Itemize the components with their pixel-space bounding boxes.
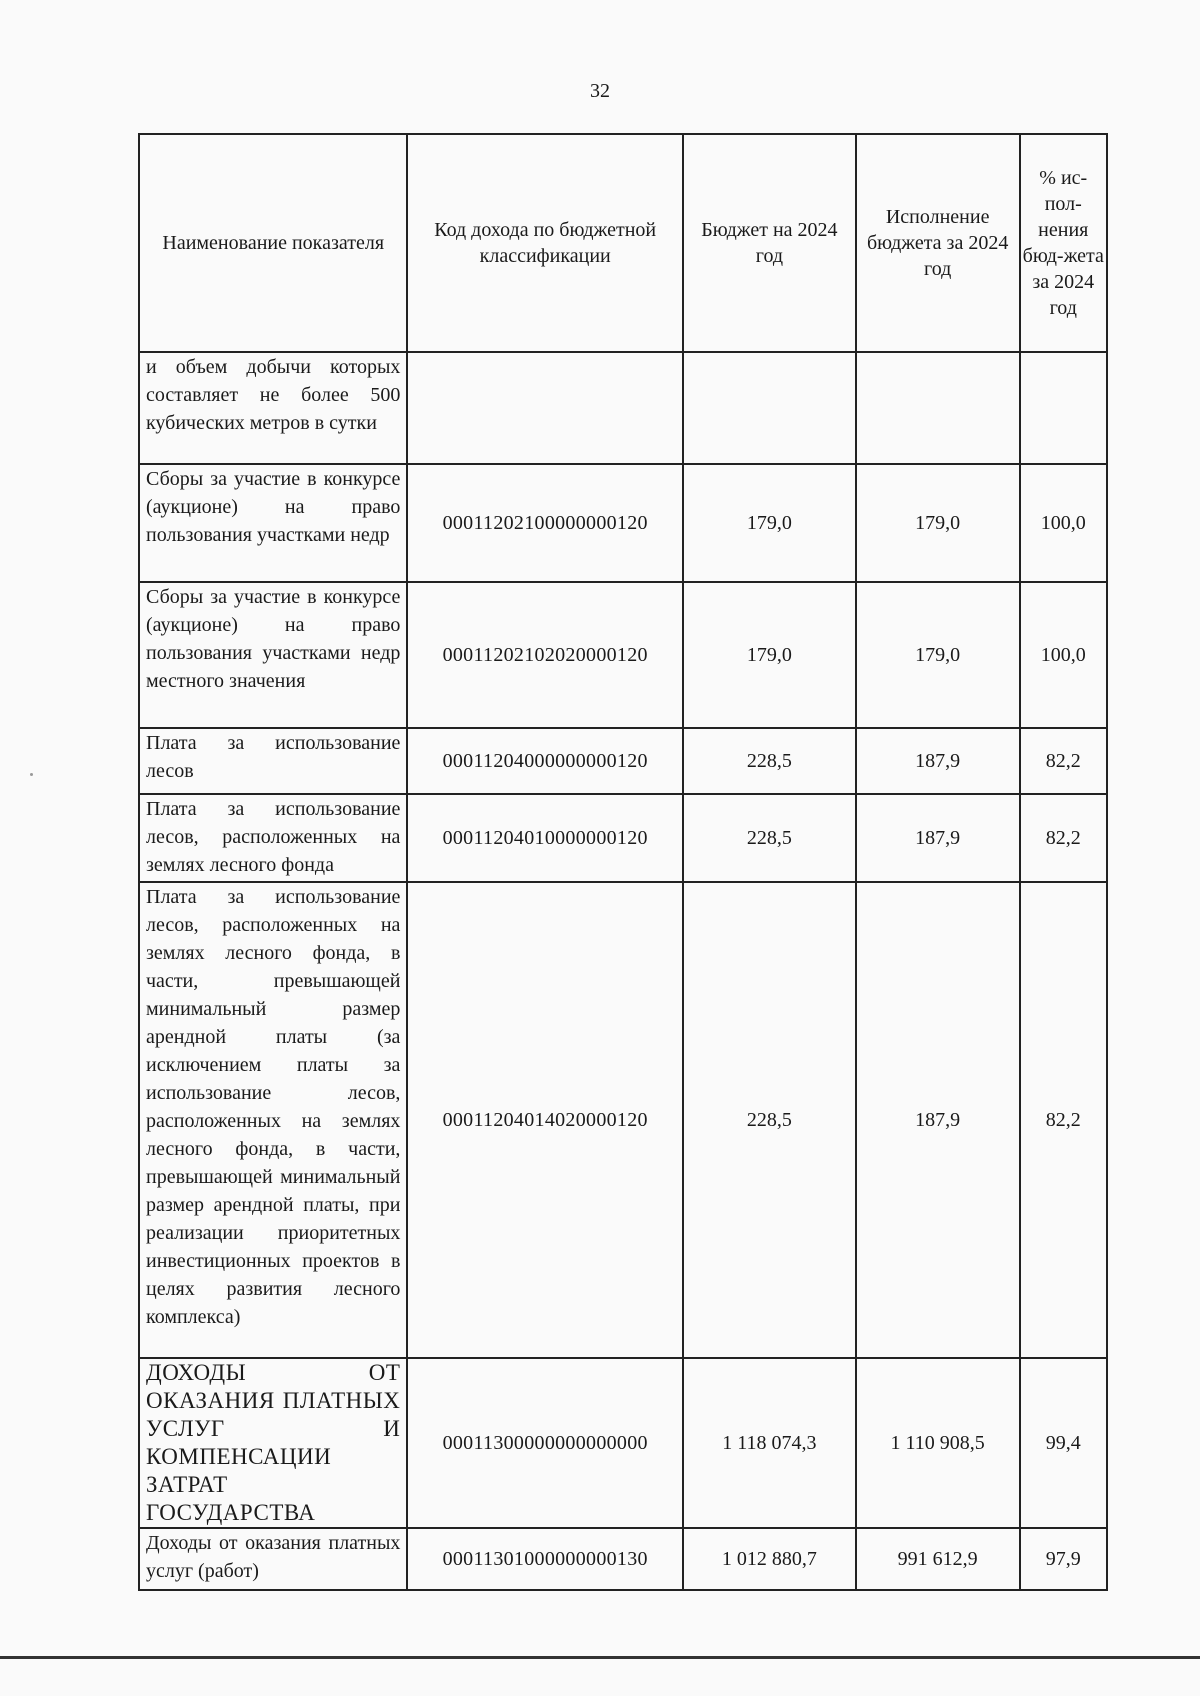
cell-code: 00011300000000000000 (407, 1358, 683, 1528)
table-row (139, 794, 1107, 882)
table-row (139, 882, 1107, 1358)
cell-execution (856, 352, 1020, 464)
scan-speck (30, 773, 33, 776)
cell-execution: 1 110 908,5 (856, 1358, 1020, 1528)
page-number: 32 (590, 80, 610, 102)
cell-name: Плата за использование лесов, расположенных на землях лесного фонда, в части, превышающей минимальный размер арендной платы (за исключением платы за использование лесов, расположенных на землях лесного фонда, в части, превышающей минимальный размер арендной платы, при реализации приоритетных инвестиционных проектов в целях развития лесного комплекса) (139, 882, 407, 1358)
cell-code: 00011204010000000120 (407, 794, 683, 882)
cell-code (407, 352, 683, 464)
header-code: Код дохода по бюджетной классификации (407, 134, 683, 352)
cell-execution: 187,9 (856, 728, 1020, 794)
header-percent: % ис-пол-нения бюд-жета за 2024 год (1020, 134, 1107, 352)
budget-table (138, 133, 1108, 1591)
table-row (139, 464, 1107, 582)
cell-budget: 228,5 (683, 728, 856, 794)
cell-code: 00011204014020000120 (407, 882, 683, 1358)
cell-name: Сборы за участие в конкурсе (аукционе) на право пользования участками недр местного значения (139, 582, 407, 728)
cell-percent: 82,2 (1020, 794, 1107, 882)
header-name: Наименование показателя (139, 134, 407, 352)
cell-execution: 187,9 (856, 794, 1020, 882)
table-row (139, 1528, 1107, 1590)
table-row (139, 728, 1107, 794)
cell-percent: 99,4 (1020, 1358, 1107, 1528)
cell-name: Сборы за участие в конкурсе (аукционе) на право пользования участками недр (139, 464, 407, 582)
cell-percent: 82,2 (1020, 882, 1107, 1358)
cell-budget: 1 118 074,3 (683, 1358, 856, 1528)
cell-name: и объем добычи которых составляет не более 500 кубических метров в сутки (139, 352, 407, 464)
cell-budget (683, 352, 856, 464)
cell-code: 00011301000000000130 (407, 1528, 683, 1590)
header-row (139, 134, 1107, 352)
cell-name: Плата за использование лесов, расположенных на землях лесного фонда (139, 794, 407, 882)
cell-percent: 97,9 (1020, 1528, 1107, 1590)
cell-name: ДОХОДЫ ОТ ОКАЗАНИЯ ПЛАТНЫХ УСЛУГ И КОМПЕНСАЦИИ ЗАТРАТ ГОСУДАРСТВА (139, 1358, 407, 1528)
cell-budget: 228,5 (683, 882, 856, 1358)
cell-percent: 100,0 (1020, 464, 1107, 582)
cell-percent: 82,2 (1020, 728, 1107, 794)
cell-name: Плата за использование лесов (139, 728, 407, 794)
cell-name: Доходы от оказания платных услуг (работ) (139, 1528, 407, 1590)
table-row (139, 1358, 1107, 1528)
cell-budget: 228,5 (683, 794, 856, 882)
table-row (139, 352, 1107, 464)
cell-budget: 179,0 (683, 464, 856, 582)
cell-percent: 100,0 (1020, 582, 1107, 728)
header-execution: Исполнение бюджета за 2024 год (856, 134, 1020, 352)
header-budget: Бюджет на 2024 год (683, 134, 856, 352)
table-row (139, 582, 1107, 728)
cell-execution: 179,0 (856, 464, 1020, 582)
cell-code: 00011204000000000120 (407, 728, 683, 794)
cell-code: 00011202102020000120 (407, 582, 683, 728)
cell-budget: 1 012 880,7 (683, 1528, 856, 1590)
cell-execution: 187,9 (856, 882, 1020, 1358)
cell-percent (1020, 352, 1107, 464)
cell-execution: 991 612,9 (856, 1528, 1020, 1590)
bottom-rule (0, 1656, 1200, 1659)
cell-execution: 179,0 (856, 582, 1020, 728)
cell-budget: 179,0 (683, 582, 856, 728)
cell-code: 00011202100000000120 (407, 464, 683, 582)
